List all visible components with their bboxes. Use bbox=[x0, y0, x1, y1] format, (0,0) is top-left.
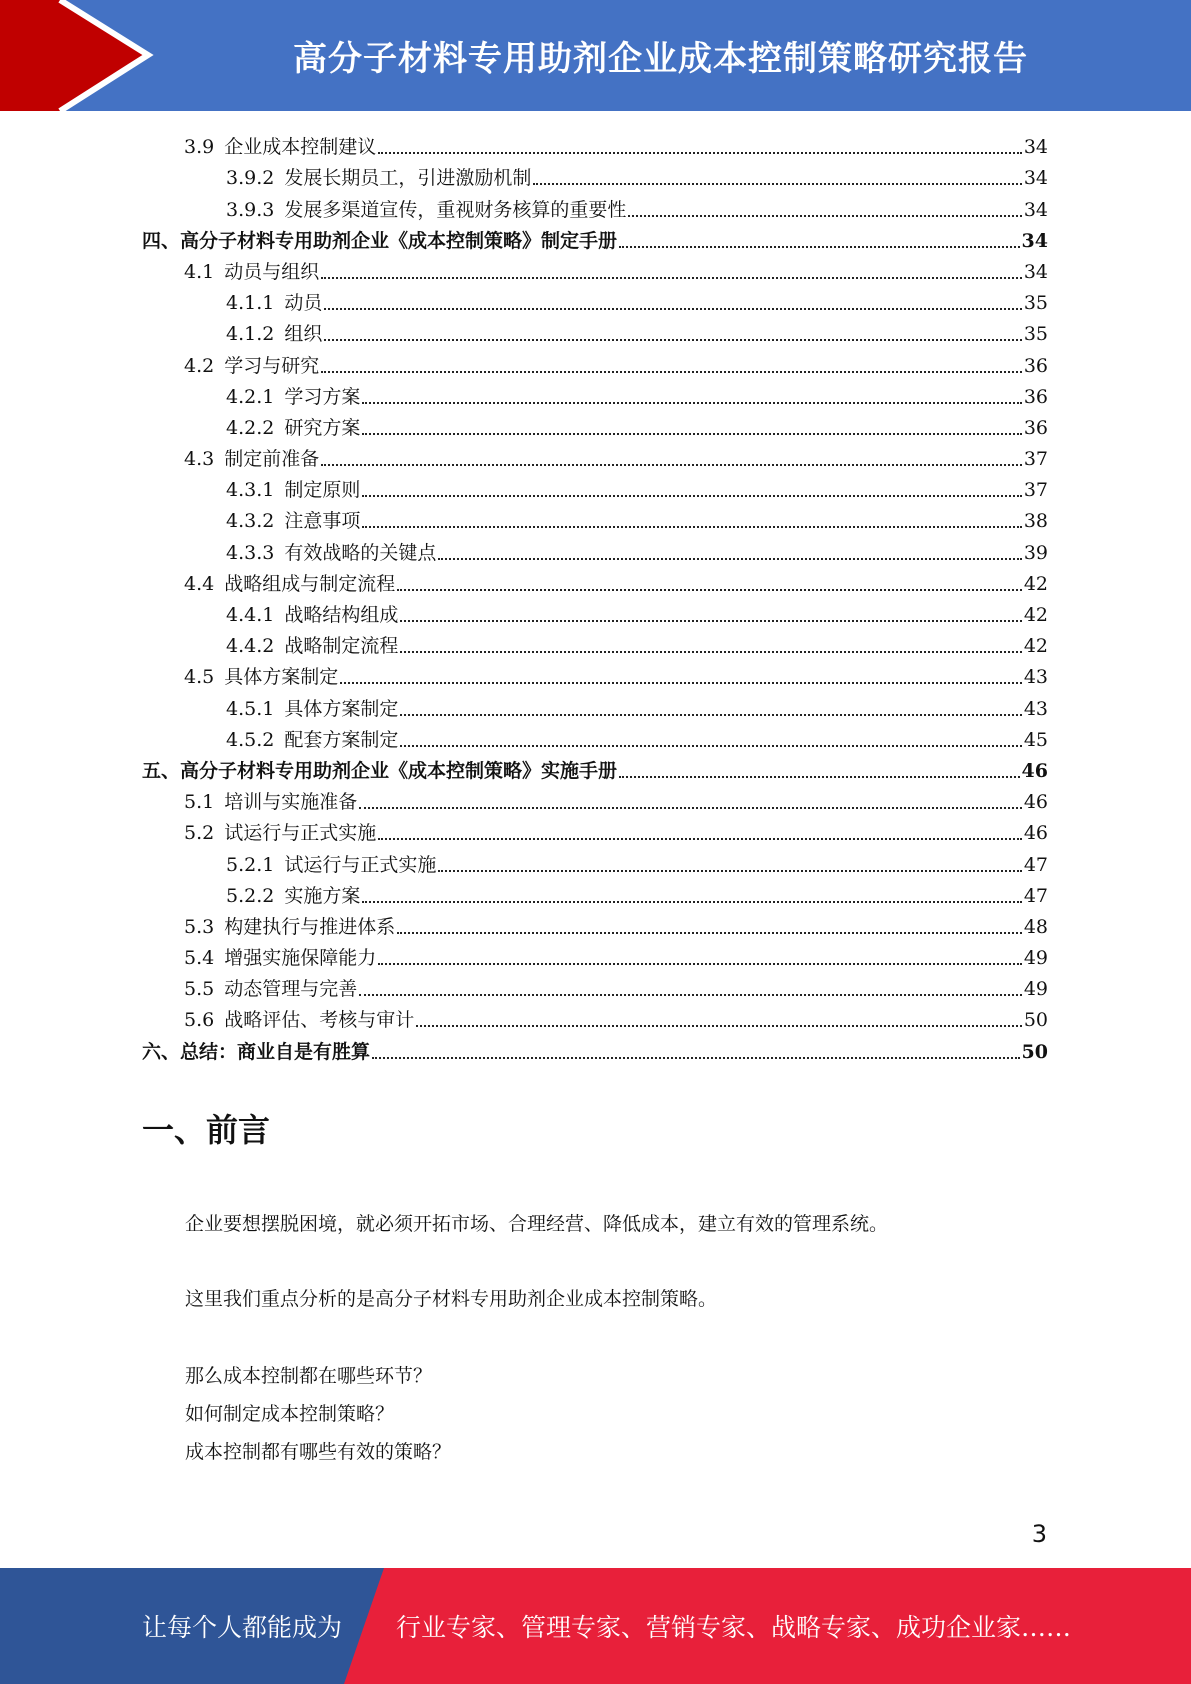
toc-dot-leader bbox=[400, 651, 1021, 653]
toc-entry-label: 增强实施保障能力 bbox=[224, 947, 377, 970]
toc-entry-page: 49 bbox=[1023, 947, 1048, 970]
toc-entry[interactable] bbox=[142, 346, 1048, 377]
toc-entry[interactable] bbox=[142, 689, 1048, 720]
footer-slogan-right: 行业专家、管理专家、营销专家、战略专家、成功企业家…… bbox=[396, 1613, 1072, 1642]
toc-entry-label: 五、高分子材料专用助剂企业《成本控制策略》实施手册 bbox=[142, 759, 618, 782]
toc-entry-page: 36 bbox=[1023, 354, 1048, 377]
toc-entry-number: 4.3 bbox=[184, 448, 215, 471]
toc-dot-leader bbox=[400, 714, 1021, 716]
toc-entry-page: 34 bbox=[1023, 136, 1048, 159]
toc-dot-leader bbox=[362, 495, 1021, 497]
toc-dot-leader bbox=[321, 277, 1022, 279]
toc-entry-page: 42 bbox=[1023, 572, 1048, 595]
toc-entry-label: 战略结构组成 bbox=[284, 604, 399, 626]
toc-entry-page: 50 bbox=[1021, 1040, 1048, 1063]
toc-entry[interactable] bbox=[142, 315, 1048, 346]
toc-entry-label: 有效战略的关键点 bbox=[284, 541, 437, 564]
toc-entry-label: 动员 bbox=[284, 292, 323, 315]
toc-entry[interactable] bbox=[142, 502, 1048, 533]
toc-entry-page: 39 bbox=[1023, 541, 1048, 564]
toc-entry[interactable] bbox=[142, 877, 1048, 908]
toc-entry-page: 43 bbox=[1023, 666, 1048, 689]
toc-entry[interactable] bbox=[142, 845, 1048, 876]
toc-entry-label: 学习方案 bbox=[284, 385, 361, 408]
toc-dot-leader bbox=[359, 807, 1022, 809]
toc-entry-page: 34 bbox=[1023, 167, 1048, 190]
footer-banner bbox=[0, 1568, 1191, 1684]
toc-dot-leader bbox=[362, 901, 1021, 903]
toc-entry-number: 4.1 bbox=[184, 260, 215, 283]
toc-dot-leader bbox=[362, 526, 1021, 528]
toc-entry-page: 38 bbox=[1023, 510, 1048, 533]
toc-entry[interactable] bbox=[142, 565, 1048, 596]
section-heading: 一、前言 bbox=[142, 1111, 271, 1149]
toc-entry-number: 4.4 bbox=[184, 572, 215, 595]
toc-entry[interactable] bbox=[142, 190, 1048, 221]
toc-entry-page: 47 bbox=[1023, 853, 1048, 876]
toc-entry-page: 42 bbox=[1023, 604, 1048, 626]
toc-entry[interactable] bbox=[142, 128, 1048, 159]
toc-dot-leader bbox=[397, 932, 1022, 934]
toc-entry-label: 注意事项 bbox=[284, 510, 361, 533]
toc-entry-label: 战略评估、考核与审计 bbox=[224, 1009, 415, 1032]
toc-entry-label: 实施方案 bbox=[284, 884, 361, 907]
toc-entry-page: 36 bbox=[1023, 385, 1048, 408]
toc-entry-label: 具体方案制定 bbox=[284, 697, 399, 720]
toc-entry-number: 5.6 bbox=[184, 1009, 215, 1032]
toc-entry-label: 试运行与正式实施 bbox=[284, 853, 437, 876]
toc-entry-label: 动态管理与完善 bbox=[224, 978, 358, 1001]
toc-entry-label: 构建执行与推进体系 bbox=[224, 915, 396, 938]
toc-entry-number: 4.2 bbox=[184, 354, 215, 377]
toc-entry[interactable] bbox=[142, 1032, 1048, 1063]
toc-entry[interactable] bbox=[142, 814, 1048, 845]
toc-entry-label: 培训与实施准备 bbox=[224, 791, 358, 814]
toc-entry[interactable] bbox=[142, 658, 1048, 689]
toc-entry-page: 46 bbox=[1023, 822, 1048, 845]
toc-entry[interactable] bbox=[142, 752, 1048, 783]
toc-entry-label: 制定前准备 bbox=[224, 448, 320, 471]
paragraph: 企业要想摆脱困境，就必须开拓市场、合理经营、降低成本，建立有效的管理系统。 bbox=[185, 1213, 889, 1235]
toc-entry-page: 48 bbox=[1023, 915, 1048, 938]
toc-entry-number: 3.9.3 bbox=[226, 198, 275, 221]
toc-entry-label: 试运行与正式实施 bbox=[224, 822, 377, 845]
toc-entry-number: 5.1 bbox=[184, 791, 215, 814]
toc-entry-label: 具体方案制定 bbox=[224, 666, 339, 689]
toc-entry-number: 3.9.2 bbox=[226, 167, 275, 190]
toc-entry[interactable] bbox=[142, 284, 1048, 315]
report-title: 高分子材料专用助剂企业成本控制策略研究报告 bbox=[293, 39, 1028, 79]
toc-entry-label: 四、高分子材料专用助剂企业《成本控制策略》制定手册 bbox=[142, 229, 618, 252]
paragraph: 这里我们重点分析的是高分子材料专用助剂企业成本控制策略。 bbox=[185, 1288, 718, 1310]
toc-entry-label: 战略组成与制定流程 bbox=[224, 572, 396, 595]
toc-entry-page: 45 bbox=[1023, 728, 1048, 751]
toc-entry[interactable] bbox=[142, 440, 1048, 471]
toc-entry-page: 35 bbox=[1023, 323, 1048, 346]
toc-dot-leader bbox=[362, 402, 1021, 404]
toc-entry-number: 5.3 bbox=[184, 915, 215, 938]
toc-entry[interactable] bbox=[142, 1001, 1048, 1032]
toc-entry-page: 37 bbox=[1023, 479, 1048, 502]
toc-entry[interactable] bbox=[142, 471, 1048, 502]
toc-dot-leader bbox=[378, 152, 1022, 154]
toc-entry-label: 六、总结：商业自是有胜算 bbox=[142, 1040, 371, 1063]
toc-dot-leader bbox=[416, 1025, 1022, 1027]
toc-dot-leader bbox=[378, 838, 1022, 840]
toc-dot-leader bbox=[359, 994, 1022, 996]
toc-dot-leader bbox=[324, 308, 1021, 310]
toc-entry-label: 发展多渠道宣传，重视财务核算的重要性 bbox=[284, 198, 627, 221]
toc-entry-number: 4.3.1 bbox=[226, 479, 275, 502]
toc-entry-number: 4.4.2 bbox=[226, 635, 275, 658]
toc-entry[interactable] bbox=[142, 939, 1048, 970]
toc-entry-number: 4.3.3 bbox=[226, 541, 275, 564]
toc-dot-leader bbox=[400, 745, 1021, 747]
toc-dot-leader bbox=[321, 464, 1022, 466]
toc-entry[interactable] bbox=[142, 908, 1048, 939]
toc-entry-number: 5.2 bbox=[184, 822, 215, 845]
toc-entry-number: 4.1.1 bbox=[226, 292, 275, 315]
toc-dot-leader bbox=[628, 215, 1021, 217]
page-number: 3 bbox=[1031, 1520, 1047, 1548]
toc-entry[interactable] bbox=[142, 253, 1048, 284]
toc-dot-leader bbox=[397, 589, 1022, 591]
toc-dot-leader bbox=[533, 183, 1021, 185]
toc-entry-page: 43 bbox=[1023, 697, 1048, 720]
toc-entry-page: 42 bbox=[1023, 635, 1048, 658]
toc-entry-label: 动员与组织 bbox=[224, 260, 320, 283]
toc-entry-label: 制定原则 bbox=[284, 479, 361, 502]
toc-entry-page: 34 bbox=[1023, 198, 1048, 221]
paragraph: 如何制定成本控制策略？ bbox=[185, 1403, 395, 1425]
toc-entry-number: 5.2.2 bbox=[226, 884, 275, 907]
toc-entry-label: 配套方案制定 bbox=[284, 728, 399, 751]
toc-dot-leader bbox=[438, 558, 1021, 560]
toc-entry-label: 学习与研究 bbox=[224, 354, 320, 377]
toc-entry-page: 34 bbox=[1023, 260, 1048, 283]
toc-dot-leader bbox=[378, 963, 1022, 965]
toc-dot-leader bbox=[400, 620, 1021, 622]
toc-entry-number: 4.3.2 bbox=[226, 510, 275, 533]
toc-entry-page: 35 bbox=[1023, 292, 1048, 315]
paragraph: 那么成本控制都在哪些环节？ bbox=[185, 1365, 433, 1387]
toc-entry-number: 4.5.2 bbox=[226, 728, 275, 751]
toc-entry-label: 战略制定流程 bbox=[284, 635, 399, 658]
toc-entry[interactable] bbox=[142, 222, 1048, 253]
toc-entry-page: 34 bbox=[1021, 229, 1048, 252]
toc-entry-number: 5.4 bbox=[184, 947, 215, 970]
toc-dot-leader bbox=[438, 870, 1021, 872]
toc-entry-label: 研究方案 bbox=[284, 416, 361, 439]
toc-entry[interactable] bbox=[142, 970, 1048, 1001]
toc-entry-number: 4.2.2 bbox=[226, 416, 275, 439]
header-banner bbox=[0, 0, 1191, 111]
toc-entry-page: 49 bbox=[1023, 978, 1048, 1001]
toc-entry-number: 5.5 bbox=[184, 978, 215, 1001]
toc-entry[interactable] bbox=[142, 409, 1048, 440]
toc-entry[interactable] bbox=[142, 378, 1048, 409]
toc-dot-leader bbox=[324, 339, 1021, 341]
toc-entry-page: 46 bbox=[1021, 759, 1048, 782]
toc-entry-label: 企业成本控制建议 bbox=[224, 136, 377, 159]
toc-entry-page: 37 bbox=[1023, 448, 1048, 471]
toc-entry-number: 4.2.1 bbox=[226, 385, 275, 408]
toc-entry-number: 4.5.1 bbox=[226, 697, 275, 720]
toc-entry[interactable] bbox=[142, 783, 1048, 814]
toc-dot-leader bbox=[362, 433, 1021, 435]
toc-entry-number: 4.4.1 bbox=[226, 604, 275, 626]
toc-dot-leader bbox=[372, 1057, 1020, 1059]
paragraph: 成本控制都有哪些有效的策略？ bbox=[185, 1441, 452, 1463]
toc-entry[interactable] bbox=[142, 533, 1048, 564]
toc-entry[interactable] bbox=[142, 596, 1048, 627]
toc-entry-number: 5.2.1 bbox=[226, 853, 275, 876]
toc-entry[interactable] bbox=[142, 159, 1048, 190]
toc-entry-page: 46 bbox=[1023, 791, 1048, 814]
footer-slogan-left: 让每个人都能成为 bbox=[142, 1613, 343, 1642]
toc-entry-number: 4.1.2 bbox=[226, 323, 275, 346]
toc-dot-leader bbox=[321, 371, 1022, 373]
toc-dot-leader bbox=[619, 246, 1020, 248]
table-of-contents bbox=[142, 128, 1048, 1064]
toc-dot-leader bbox=[619, 776, 1020, 778]
toc-entry[interactable] bbox=[142, 627, 1048, 658]
toc-entry-page: 50 bbox=[1023, 1009, 1048, 1032]
toc-entry-page: 36 bbox=[1023, 416, 1048, 439]
toc-entry-label: 组织 bbox=[284, 323, 323, 346]
toc-entry-number: 4.5 bbox=[184, 666, 215, 689]
toc-dot-leader bbox=[340, 682, 1022, 684]
toc-entry[interactable] bbox=[142, 721, 1048, 752]
toc-entry-number: 3.9 bbox=[184, 136, 215, 159]
toc-entry-page: 47 bbox=[1023, 884, 1048, 907]
toc-entry-label: 发展长期员工，引进激励机制 bbox=[284, 167, 532, 190]
